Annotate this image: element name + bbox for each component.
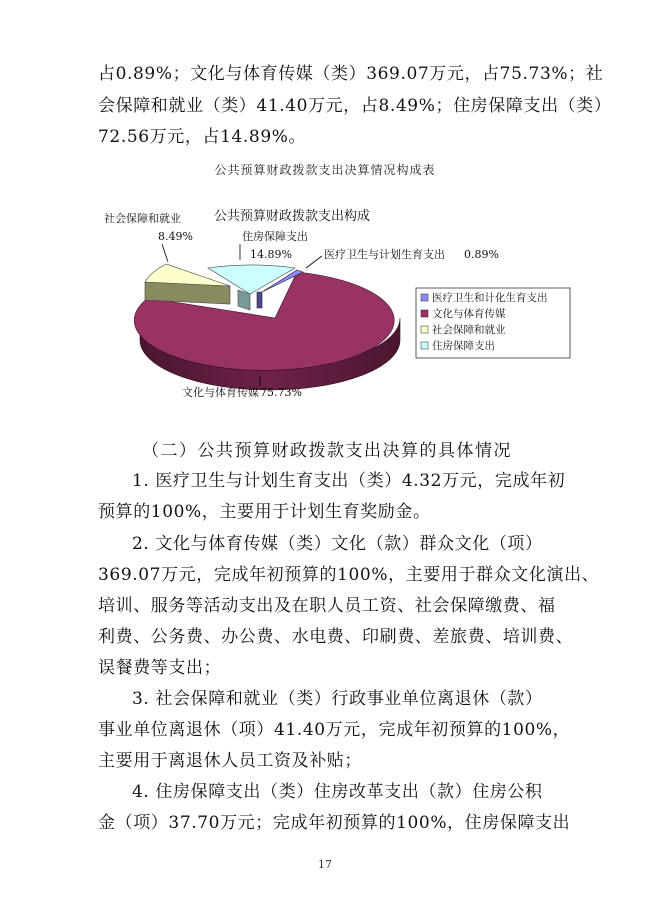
data-label-social-pct: 8.49% bbox=[158, 230, 193, 243]
legend-entry-social: 社会保障和就业 bbox=[432, 324, 506, 336]
legend-entry-medical: 医疗卫生和计化生育支出 bbox=[432, 292, 548, 304]
item-line: 1. 医疗卫生与计划生育支出（类）4.32万元，完成年初 bbox=[132, 471, 566, 491]
pie-slice-medical-side bbox=[257, 292, 262, 308]
item-line: 主要用于离退休人员工资及补贴； bbox=[98, 751, 362, 771]
data-label-culture-pct: 75.73% bbox=[260, 386, 302, 399]
data-label-medical-pct: 0.89% bbox=[464, 248, 499, 261]
item-line: 误餐费等支出； bbox=[98, 658, 222, 678]
data-label-medical-name: 医疗卫生与计划生育支出 bbox=[324, 248, 445, 261]
item-line: 预算的100%，主要用于计划生育奖励金。 bbox=[98, 502, 431, 522]
item-line: 4. 住房保障支出（类）住房改革支出（款）住房公积 bbox=[132, 782, 543, 802]
legend-swatch-housing bbox=[421, 342, 428, 349]
chart-title: 公共预算财政拨款支出构成 bbox=[213, 209, 371, 224]
item-line: 利费、公务费、办公费、水电费、印刷费、差旅费、培训费、 bbox=[98, 627, 574, 647]
paragraph-line: 占0.89%；文化与体育传媒（类）369.07万元，占75.73%；社 bbox=[98, 64, 604, 84]
legend-entry-housing: 住房保障支出 bbox=[432, 340, 495, 352]
item-line: 培训、服务等活动支出及在职人员工资、社会保障缴费、福 bbox=[98, 596, 556, 616]
item-line: 事业单位离退休（项）41.40万元，完成年初预算的100%， bbox=[98, 720, 571, 740]
data-label-housing-name: 住房保障支出 bbox=[242, 230, 308, 243]
item-line: 3. 社会保障和就业（类）行政事业单位离退休（款） bbox=[132, 689, 543, 709]
legend-swatch-medical bbox=[421, 294, 428, 301]
paragraph-line: 会保障和就业（类）41.40万元，占8.49%；住房保障支出（类） bbox=[98, 96, 612, 116]
legend-swatch-social bbox=[421, 326, 428, 333]
legend-entry-culture: 文化与体育传媒 bbox=[432, 308, 506, 320]
item-line: 369.07万元，完成年初预算的100%，主要用于群众文化演出、 bbox=[98, 565, 600, 585]
paragraph-line: 72.56万元，占14.89%。 bbox=[98, 127, 307, 147]
section-title: （二）公共预算财政拨款支出决算的具体情况 bbox=[142, 441, 512, 461]
legend-swatch-culture bbox=[421, 310, 428, 317]
data-label-housing-pct: 14.89% bbox=[250, 248, 292, 261]
pie-chart bbox=[90, 200, 580, 405]
data-label-culture-name: 文化与体育传媒 bbox=[182, 386, 259, 399]
data-label-social-name: 社会保障和就业 bbox=[104, 212, 181, 225]
item-line: 2. 文化与体育传媒（类）文化（款）群众文化（项） bbox=[132, 534, 543, 554]
item-line: 金（项）37.70万元；完成年初预算的100%，住房保障支出 bbox=[98, 813, 571, 833]
table-caption: 公共预算财政拨款支出决算情况构成表 bbox=[214, 163, 436, 177]
page-number: 17 bbox=[318, 858, 332, 871]
